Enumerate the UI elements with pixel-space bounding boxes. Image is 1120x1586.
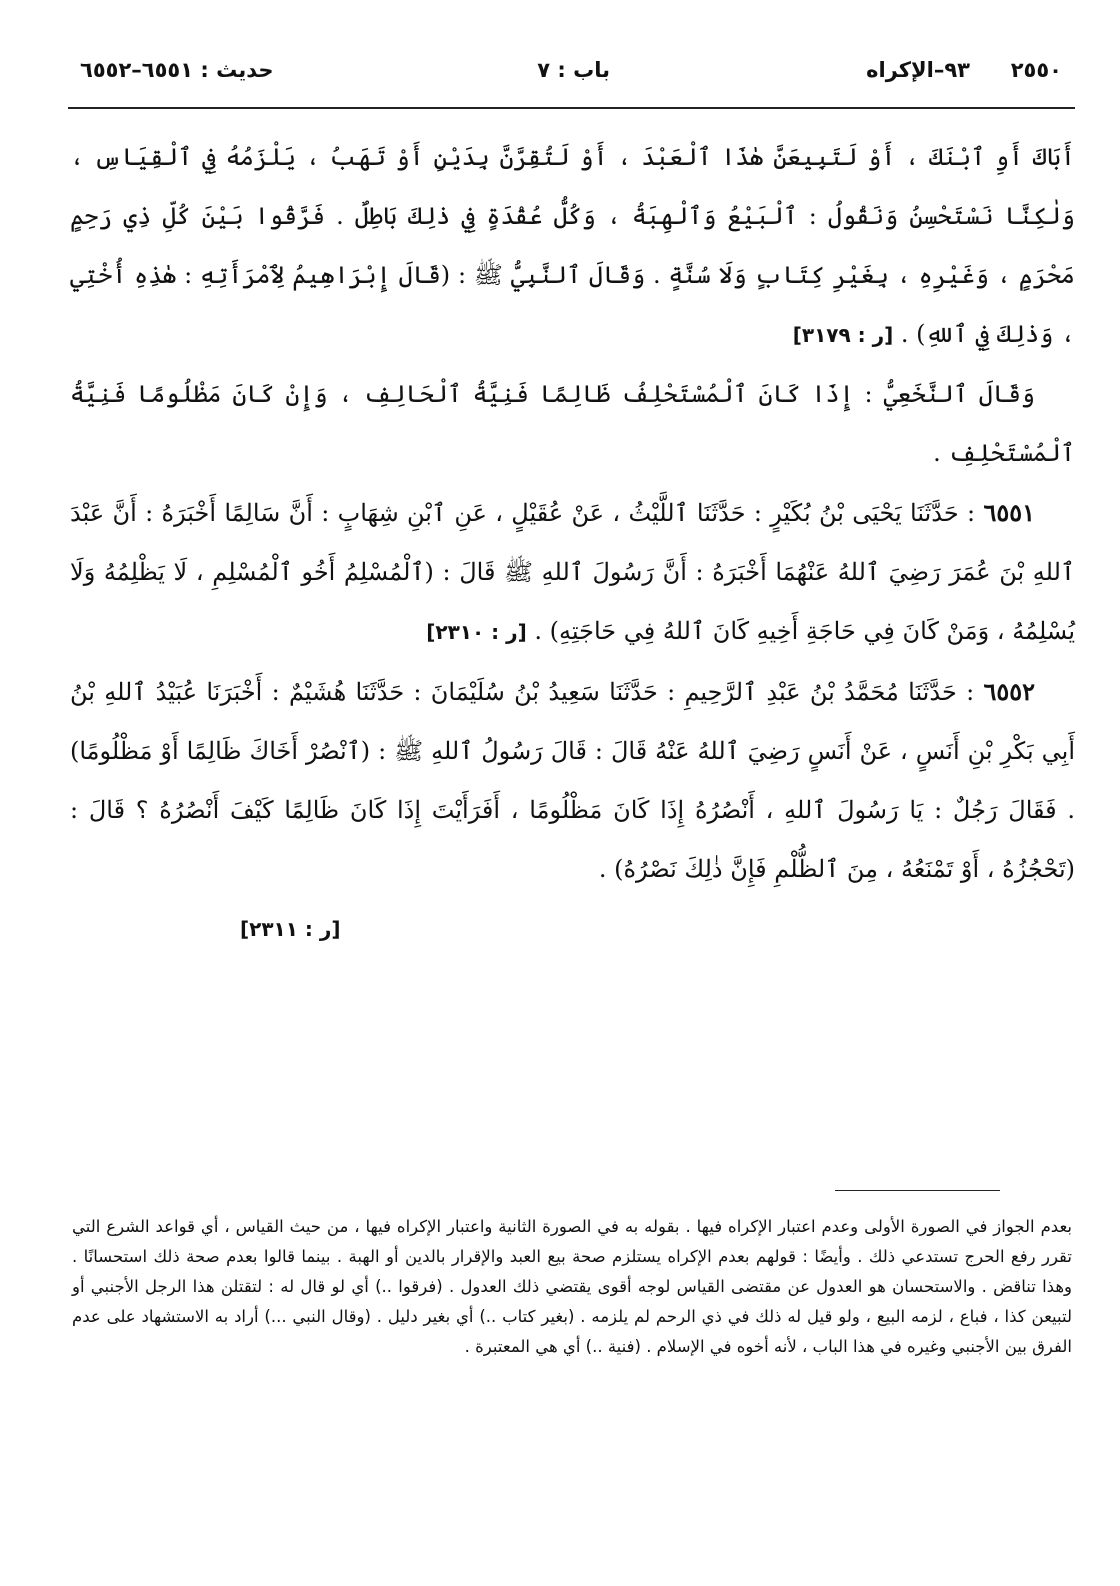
hadith-text: : حَدَّثَنَا مُحَمَّدُ بْنُ عَبْدِ ٱلرَّحِيمِ : حَدَّثَنَا سَعِيدُ بْنُ سُلَيْمَانَ : حَدَّثَنَا هُشَيْمٌ : أَخْبَرَنَا عُبَيْدُ ٱللهِ بْنُ أَبِي بَكْرِ بْنِ أَنَسٍ ، عَنْ أَنَسٍ رَضِيَ ٱللهُ عَنْهُ قَالَ : قَالَ رَسُولُ ٱللهِ ﷺ : (ٱنْصُرْ أَخَاكَ ظَالِمًا أَوْ مَظْلُومًا) . فَقَالَ رَجُلٌ : يَا رَسُولَ ٱللهِ ، أَنْصُرُهُ إِذَا كَانَ مَظْلُومًا ، أَفَرَأَيْتَ إِذَا كَانَ ظَالِمًا كَيْفَ أَنْصُرُهُ ؟ قَالَ : (تَحْجُزُهُ ، أَوْ تَمْنَعُهُ ، مِنَ ٱلظُّلْمِ فَإِنَّ ذٰلِكَ نَصْرُهُ) . — [70, 678, 1075, 883]
opening-text: أَبَاكَ أَوِ ٱبْنَكَ ، أَوْ لَتَبِيعَنَّ هٰذَا ٱلْعَبْدَ ، أَوْ لَتُقِرَّنَّ بِدَيْنٍ أَوْ تَهَبُ ، يَلْزَمُهُ فِي ٱلْقِيَاسِ ، وَلٰكِنَّا نَسْتَحْسِنُ وَنَقُولُ : ٱلْبَيْعُ وَٱلْهِبَةُ ، وَكُلُّ عُقْدَةٍ فِي ذٰلِكَ بَاطِلٌ . فَرَّقُوا بَيْنَ كُلِّ ذِي رَحِمٍ مَحْرَمٍ ، وَغَيْرِهِ ، بِغَيْرِ كِتَابٍ وَلَا سُنَّةٍ . وَقَالَ ٱلنَّبِيُّ ﷺ : (قَالَ إِبْرَاهِيمُ لِٱمْرَأَتِهِ : هٰذِهِ أُخْتِي ، وَذٰلِكَ فِي ٱللهِ) . — [70, 143, 1075, 348]
paragraph-nakhai — [70, 365, 1075, 483]
nakhai-text: وَقَالَ ٱلنَّخَعِيُّ : إِذَا كَانَ ٱلْمُسْتَحْلِفُ ظَالِمًا فَنِيَّةُ ٱلْحَالِفِ ، وَإِنْ كَانَ مَظْلُومًا فَنِيَّةُ ٱلْمُسْتَحْلِفِ . — [70, 380, 1075, 467]
hadith-6551 — [70, 483, 1075, 662]
chapter-label: باب : ٧ — [537, 58, 610, 82]
book-title: ٩٣–الإكراه — [866, 58, 970, 82]
header-divider — [68, 107, 1075, 109]
hadith-text: : حَدَّثَنَا يَحْيَى بْنُ بُكَيْرٍ : حَدَّثَنَا ٱللَّيْثُ ، عَنْ عُقَيْلٍ ، عَنِ ٱبْنِ شِهَابٍ : أَنَّ سَالِمًا أَخْبَرَهُ : أَنَّ عَبْدَ ٱللهِ بْنَ عُمَرَ رَضِيَ ٱللهُ عَنْهُمَا أَخْبَرَهُ : أَنَّ رَسُولَ ٱللهِ ﷺ قَالَ : (ٱلْمُسْلِمُ أَخُو ٱلْمُسْلِمِ ، لَا يَظْلِمُهُ وَلَا يُسْلِمُهُ ، وَمَنْ كَانَ فِي حَاجَةِ أَخِيهِ كَانَ ٱللهُ فِي حَاجَتِهِ) . — [70, 499, 1075, 645]
cross-reference: [ر : ٢٣١٠] — [426, 620, 527, 644]
cross-reference: [ر : ٣١٧٩] — [792, 323, 894, 347]
hadith-number: ٦٥٥١ — [983, 498, 1035, 527]
main-text — [70, 128, 1075, 959]
hadith-range: حديث : ٦٥٥١–٦٥٥٢ — [80, 58, 274, 82]
reference-line — [70, 899, 1075, 959]
page-number: ٢٥٥٠ — [1010, 58, 1062, 82]
cross-reference: [ر : ٢٣١١] — [240, 917, 341, 941]
hadith-number: ٦٥٥٢ — [983, 677, 1035, 706]
footnote-text: بعدم الجواز في الصورة الأولى وعدم اعتبار الإكراه فيها . بقوله به في الصورة الثانية واعتبار الإكراه فيها ، من حيث القياس ، أي قواعد الشرع التي تقرر رفع الحرج تستدعي ذلك . وأيضًا : قولهم بعدم الإكراه يستلزم صحة بيع العبد والإقرار بالدين أو الهبة . بينما قالوا بعدم صحة ذلك استحسانًا . وهذا تناقض . والاستحسان هو العدول عن مقتضى القياس لوجه أقوى يقتضي ذلك العدول . (فرقوا ..) أي لو قال له : لتقتلن هذا الرجل الأجنبي أو لتبيعن كذا ، فباع ، لزمه البيع ، ولو قيل له ذلك في ذي الرحم لم يلزمه . (بغير كتاب ..) أي بغير دليل . (وقال النبي ...) أراد به الاستشهاد على عدم الفرق بين الأجنبي وغيره في هذا الباب ، لأنه أخوه في الإسلام . (فنية ..) أي هي المعتبرة . — [72, 1217, 1072, 1356]
footnotes — [72, 1212, 1072, 1362]
running-header — [70, 58, 1070, 94]
paragraph-opening — [70, 128, 1075, 365]
footnote-divider — [835, 1190, 1000, 1191]
hadith-6552 — [70, 662, 1075, 899]
